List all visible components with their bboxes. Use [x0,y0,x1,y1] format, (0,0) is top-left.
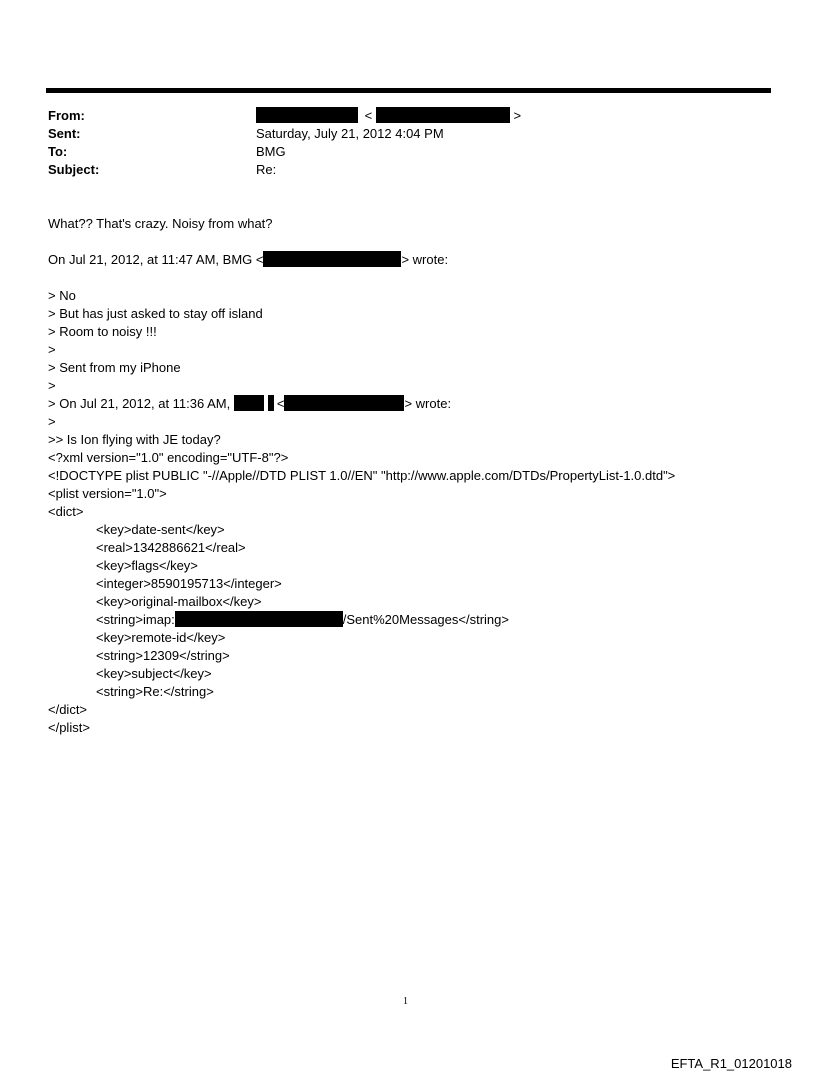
quote2-prefix: > On Jul 21, 2012, at 11:36 AM, [48,396,234,411]
quoted-line: > [48,414,56,429]
to-value: BMG [256,144,286,159]
quoted-line: > Sent from my iPhone [48,360,181,375]
quote1-suffix: > wrote: [401,252,449,267]
quote1-prefix: On Jul 21, 2012, at 11:47 AM, BMG < [48,252,264,267]
plist-entry: <key>original-mailbox</key> [96,594,262,609]
redaction-block [234,395,264,411]
sent-label: Sent: [48,126,81,141]
quoted-line: > [48,378,56,393]
xml-declaration: <?xml version="1.0" encoding="UTF-8"?> [48,450,289,465]
quoted-question: >> Is Ion flying with JE today? [48,432,221,447]
imap-prefix: <string>imap: [96,612,175,627]
redaction-block [376,107,510,123]
plist-entry: <key>subject</key> [96,666,212,681]
plist-entry: <key>remote-id</key> [96,630,226,645]
plist-imap-entry [96,611,509,629]
redaction-block [284,395,404,411]
subject-label: Subject: [48,162,100,177]
plist-entry: <integer>8590195713</integer> [96,576,282,591]
to-label: To: [48,144,68,159]
plist-entry: <key>date-sent</key> [96,522,225,537]
quoted-line: > [48,342,56,357]
page-number: 1 [403,996,408,1007]
quote2-lt: < [276,396,285,411]
redaction-block [175,611,343,627]
imap-suffix: /Sent%20Messages</string> [342,612,509,627]
quote-header-2 [48,395,451,413]
plist-open: <plist version="1.0"> [48,486,167,501]
redaction-block [256,107,358,123]
doctype-line: <!DOCTYPE plist PUBLIC "-//Apple//DTD PLIST 1.0//EN" "http://www.apple.com/DTDs/PropertyList-1.0.dtd"> [48,468,676,483]
quoted-line: > Room to noisy !!! [48,324,157,339]
sent-value: Saturday, July 21, 2012 4:04 PM [256,126,444,141]
from-label: From: [48,108,85,123]
reply-text: What?? That's crazy. Noisy from what? [48,216,273,231]
from-lt: < [364,108,373,123]
plist-entry: <real>1342886621</real> [96,540,246,555]
plist-close: </plist> [48,720,90,735]
plist-entry: <key>flags</key> [96,558,198,573]
header-rule [46,88,771,93]
redaction-block [263,251,401,267]
redaction-block [268,395,274,411]
quoted-line: > No [48,288,76,303]
plist-entry: <string>12309</string> [96,648,230,663]
quote-header-1 [48,251,448,269]
quote2-suffix: > wrote: [404,396,452,411]
dict-open: <dict> [48,504,84,519]
quoted-line: > But has just asked to stay off island [48,306,263,321]
plist-entry: <string>Re:</string> [96,684,214,699]
bates-number: EFTA_R1_01201018 [670,1056,792,1071]
subject-value: Re: [256,162,277,177]
dict-close: </dict> [48,702,88,717]
from-gt: > [513,108,522,123]
from-value [256,107,521,125]
